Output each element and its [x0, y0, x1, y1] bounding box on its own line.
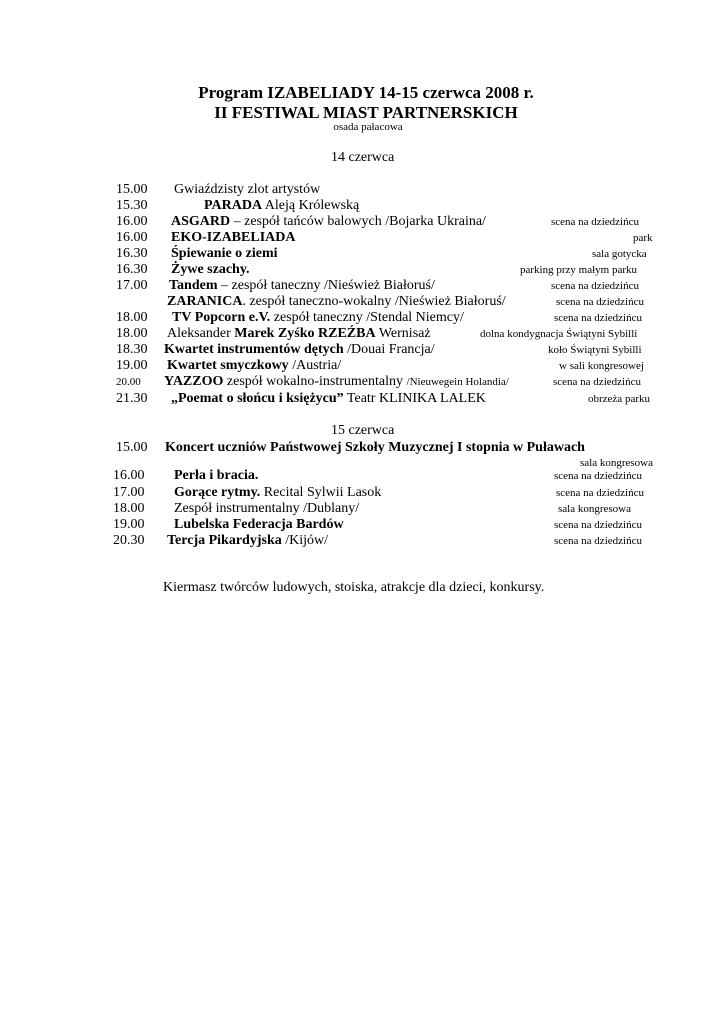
row-detail: Aleją Królewską [262, 198, 360, 213]
row-desc [171, 262, 250, 278]
row-name: ASGARD [171, 214, 231, 229]
row-time: 20.00 [116, 376, 141, 388]
schedule-row [0, 310, 724, 326]
row-time: 16.00 [116, 230, 148, 245]
row-time: 15.00 [116, 182, 148, 197]
schedule-row [0, 533, 724, 549]
row-desc [167, 358, 341, 374]
footer-note: Kiermasz twórców ludowych, stoiska, atrakcje dla dzieci, konkursy. [163, 580, 545, 595]
schedule-row [0, 374, 724, 390]
schedule-row [0, 342, 724, 358]
row-detail: /Austria/ [288, 358, 342, 373]
row-time: 19.00 [116, 358, 148, 373]
row-detail: Teatr KLINIKA LALEK [343, 391, 486, 406]
schedule-row [0, 501, 724, 517]
row-venue: obrzeża parku [588, 393, 650, 405]
row-desc [172, 310, 464, 326]
row-detail: – zespół taneczny /Nieśwież Białoruś/ [217, 278, 435, 293]
day-heading-2: 15 czerwca [331, 423, 395, 438]
row-name: Koncert uczniów Państwowej Szkoły Muzycznej I stopnia w Puławach [165, 440, 585, 455]
row-name: EKO-IZABELIADA [171, 230, 296, 245]
row-venue: scena na dziedzińcu [551, 280, 639, 292]
row-name: Tandem [169, 278, 218, 293]
row-desc [171, 391, 486, 407]
schedule-row [0, 468, 724, 484]
row-detail: zespół wokalno-instrumentalny [223, 374, 407, 389]
row-desc [167, 326, 431, 342]
row-venue: scena na dziedzińcu [554, 519, 642, 531]
row-detail: Recital Sylwii Lasok [260, 485, 382, 500]
schedule-row [0, 246, 724, 262]
row-desc [167, 294, 506, 310]
schedule-row [0, 294, 724, 310]
row-desc [164, 374, 509, 390]
row-desc [167, 533, 328, 549]
row-detail-prefix: Aleksander [167, 326, 235, 341]
row-time: 18.30 [116, 342, 148, 357]
row-venue: scena na dziedzińcu [554, 470, 642, 482]
row-name: Kwartet instrumentów dętych [164, 342, 344, 357]
schedule-row [0, 230, 724, 246]
schedule-row [0, 262, 724, 278]
row-detail: /Kijów/ [281, 533, 329, 548]
row-name: Śpiewanie o ziemi [171, 246, 278, 261]
row-time: 19.00 [113, 517, 145, 532]
row-time: 16.30 [116, 262, 148, 277]
row-desc [171, 230, 295, 246]
row-desc [174, 485, 381, 501]
row-name: Perła i bracia. [174, 468, 259, 483]
row-name: Marek Zyśko RZEŹBA [234, 326, 376, 341]
row-detail: . zespół taneczno-wokalny /Nieśwież Białoruś/ [242, 294, 506, 309]
row-time: 16.30 [116, 246, 148, 261]
schedule-row [0, 358, 724, 374]
row-venue: sala kongresowa [558, 503, 632, 515]
schedule-row [0, 485, 724, 501]
row-venue: w sali kongresowej [559, 360, 644, 372]
row-venue: sala gotycka [592, 248, 647, 260]
row-desc: Gwiaździsty zlot artystów [174, 182, 321, 197]
row-venue: parking przy małym parku [520, 264, 637, 276]
row-desc [171, 246, 278, 262]
row-name: Gorące rytmy. [174, 485, 261, 500]
row-venue: sala kongresowa [580, 457, 654, 469]
row-venue: scena na dziedzińcu [553, 376, 641, 388]
row-time: 17.00 [116, 278, 148, 293]
row-time: 17.00 [113, 485, 145, 500]
row-venue: scena na dziedzińcu [554, 535, 642, 547]
row-venue: scena na dziedzińcu [551, 216, 639, 228]
row-time: 18.00 [116, 310, 148, 325]
row-detail-small: /Nieuwegein Holandia/ [406, 376, 509, 388]
row-detail: /Douai Francja/ [343, 342, 435, 357]
row-time: 18.00 [116, 326, 148, 341]
row-desc [165, 440, 585, 456]
row-time: 18.00 [113, 501, 145, 516]
row-venue: koło Świątyni Sybilli [548, 344, 642, 356]
schedule-row [0, 326, 724, 342]
row-detail: – zespół tańców balowych /Bojarka Ukraina/ [230, 214, 486, 229]
row-desc [204, 198, 359, 214]
row-desc [169, 278, 435, 294]
row-name: Kwartet smyczkowy [167, 358, 289, 373]
row-name: Tercja Pikardyjska [167, 533, 282, 548]
row-time: 15.30 [116, 198, 148, 213]
row-venue: park [633, 232, 653, 244]
row-name: „Poemat o słońcu i księżycu” [171, 391, 344, 406]
row-name: Żywe szachy. [171, 262, 250, 277]
schedule-row [0, 198, 724, 214]
row-venue: dolna kondygnacja Świątyni Sybilli [480, 328, 638, 340]
row-time: 16.00 [113, 468, 145, 483]
row-desc: Zespół instrumentalny /Dublany/ [174, 501, 360, 516]
row-time: 20.30 [113, 533, 145, 548]
row-time: 16.00 [116, 214, 148, 229]
day-heading-1: 14 czerwca [331, 150, 395, 165]
page-subtitle: II FESTIWAL MIAST PARTNERSKICH [214, 103, 518, 122]
row-venue: scena na dziedzińcu [554, 312, 642, 324]
row-name: TV Popcorn e.V. [172, 310, 271, 325]
schedule-row [0, 214, 724, 230]
schedule-row [0, 278, 724, 294]
page-title: Program IZABELIADY 14-15 czerwca 2008 r. [198, 83, 534, 102]
schedule-row [0, 391, 724, 407]
schedule-row [0, 517, 724, 533]
row-detail: zespół taneczny /Stendal Niemcy/ [270, 310, 464, 325]
schedule-row [0, 182, 724, 198]
row-desc [164, 342, 435, 358]
row-name: YAZZOO [164, 374, 224, 389]
row-venue: scena na dziedzińcu [556, 487, 644, 499]
row-desc [174, 468, 258, 484]
schedule-row [0, 440, 724, 456]
location-note: osada pałacowa [333, 121, 403, 133]
row-name: Lubelska Federacja Bardów [174, 517, 344, 532]
row-venue: scena na dziedzińcu [556, 296, 644, 308]
row-name: PARADA [204, 198, 263, 213]
row-desc [174, 517, 344, 533]
row-time: 15.00 [116, 440, 148, 455]
row-time: 21.30 [116, 391, 148, 406]
row-detail: Wernisaż [375, 326, 431, 341]
row-desc [171, 214, 486, 230]
row-name: ZARANICA [167, 294, 243, 309]
